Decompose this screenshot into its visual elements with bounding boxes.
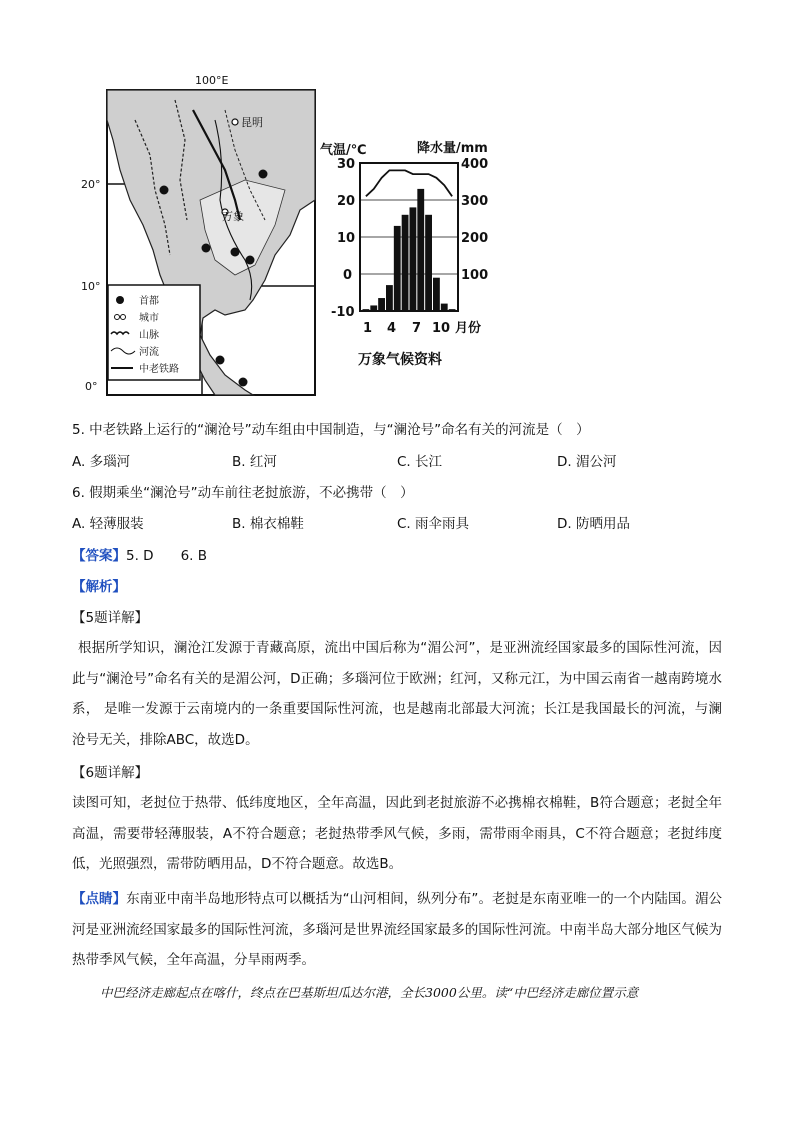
answer-line	[72, 546, 207, 566]
q6-stem: 6. 假期乘坐“澜沧号”动车前往老挝旅游，不必携带（ ）	[72, 485, 414, 501]
month-unit-label: 月份	[455, 321, 482, 336]
climate-caption: 万象气候资料	[358, 352, 442, 368]
precip-tick-100: 100	[461, 268, 489, 283]
month-tick-7: 7	[412, 321, 422, 336]
precip-bar	[370, 305, 377, 311]
detail6-heading: 【6题详解】	[72, 765, 149, 781]
analysis-line	[72, 577, 126, 597]
precip-bar	[363, 309, 370, 311]
q6-option-d[interactable]: D. 防晒用品	[557, 516, 630, 532]
precip-bar	[417, 189, 424, 311]
q6-option-a[interactable]: A. 轻薄服装	[72, 516, 144, 532]
temp-tick-minus10: -10	[331, 305, 355, 320]
legend-capital: 首都	[139, 296, 159, 307]
precip-bar	[425, 215, 432, 311]
legend-river: 河流	[139, 347, 159, 358]
precip-tick-300: 300	[461, 194, 489, 209]
precip-tick-400: 400	[461, 157, 489, 172]
lat-label-0: 0°	[85, 380, 98, 393]
map	[81, 74, 315, 395]
analysis-tag: 【解析】	[72, 579, 126, 595]
precip-bar	[433, 278, 440, 311]
legend-city: 城市	[139, 313, 159, 324]
q5-option-b[interactable]: B. 红河	[232, 454, 277, 470]
temp-tick-30: 30	[337, 157, 356, 172]
q5-option-d[interactable]: D. 湄公河	[557, 454, 617, 470]
map-legend	[108, 285, 200, 380]
q5-option-c[interactable]: C. 长江	[397, 454, 443, 470]
temp-axis-label: 气温/℃	[320, 143, 367, 158]
figure-svg	[75, 60, 515, 405]
detail6-body: 读图可知，老挝位于热带、低纬度地区，全年高温，因此到老挝旅游不必携棉衣棉鞋，B符合题意；老挝全年高温，需要带轻薄服装，A不符合题意；老挝热带季风气候，多雨，需带雨伞雨具，C不符合题意；老挝纬度低，光照强烈，需带防晒用品，D不符合题意。故选B。	[72, 795, 722, 872]
temp-tick-20: 20	[337, 194, 356, 209]
legend-railway: 中老铁路	[139, 364, 179, 375]
precip-bar	[410, 207, 417, 311]
tip-tag: 【点睛】	[72, 891, 127, 907]
month-tick-4: 4	[387, 321, 397, 336]
q5-option-a[interactable]: A. 多瑙河	[72, 454, 131, 470]
q6-option-c[interactable]: C. 雨伞雨具	[397, 516, 470, 532]
next-question-stem: 中巴经济走廊起点在喀什，终点在巴基斯坦瓜达尔港，全长3000公里。读“中巴经济走廊位置示意	[100, 985, 639, 1000]
month-tick-1: 1	[363, 321, 373, 336]
precip-bar	[441, 304, 448, 311]
q5-stem: 5. 中老铁路上运行的“澜沧号”动车组由中国制造，与“澜沧号”命名有关的河流是（ ）	[72, 422, 590, 438]
temp-tick-10: 10	[337, 231, 356, 246]
lat-label-10: 10°	[81, 280, 101, 293]
climate-chart	[320, 140, 488, 368]
precip-bar	[386, 285, 393, 311]
detail5-heading: 【5题详解】	[72, 610, 149, 626]
answer-tag: 【答案】	[72, 548, 126, 564]
q6-option-b[interactable]: B. 棉衣棉鞋	[232, 516, 304, 532]
precip-bar	[394, 226, 401, 311]
figure-map-and-climate	[75, 60, 515, 405]
lat-label-20: 20°	[81, 178, 101, 191]
temp-tick-0: 0	[343, 268, 353, 283]
city-label-vientiane: 万象	[222, 210, 244, 223]
precip-bar	[402, 215, 409, 311]
month-tick-10: 10	[432, 321, 451, 336]
meridian-label: 100°E	[195, 74, 229, 87]
tip-block	[72, 884, 722, 976]
precip-bar	[449, 309, 456, 311]
city-label-kunming: 昆明	[241, 116, 263, 129]
detail5-body: 根据所学知识，澜沧江发源于青藏高原，流出中国后称为“湄公河”，是亚洲流经国家最多的国际性河流，因此与“澜沧号”命名有关的是湄公河，D正确；多瑙河位于欧洲；红河，又称元江，为中国云南省一越南跨境水系， 是唯一发源于云南境内的一条重要国际性河流，也是越南北部最大河流；长江是我国最长的河流，与澜沧号无关，排除ABC，故选D。	[72, 640, 722, 748]
answer-text: 5. D 6. B	[126, 548, 207, 564]
precip-axis-label: 降水量/mm	[417, 141, 488, 156]
tip-body: 东南亚中南半岛地形特点可以概括为“山河相间，纵列分布”。老挝是东南亚唯一的一个内陆国。湄公河是亚洲流经国家最多的国际性河流，多瑙河是世界流经国家最多的国际性河流。中南半岛大部分地区气候为热带季风气候，全年高温，分旱雨两季。	[72, 891, 722, 968]
precip-bar	[378, 298, 385, 311]
precip-tick-200: 200	[461, 231, 489, 246]
legend-mountain: 山脉	[139, 330, 159, 341]
